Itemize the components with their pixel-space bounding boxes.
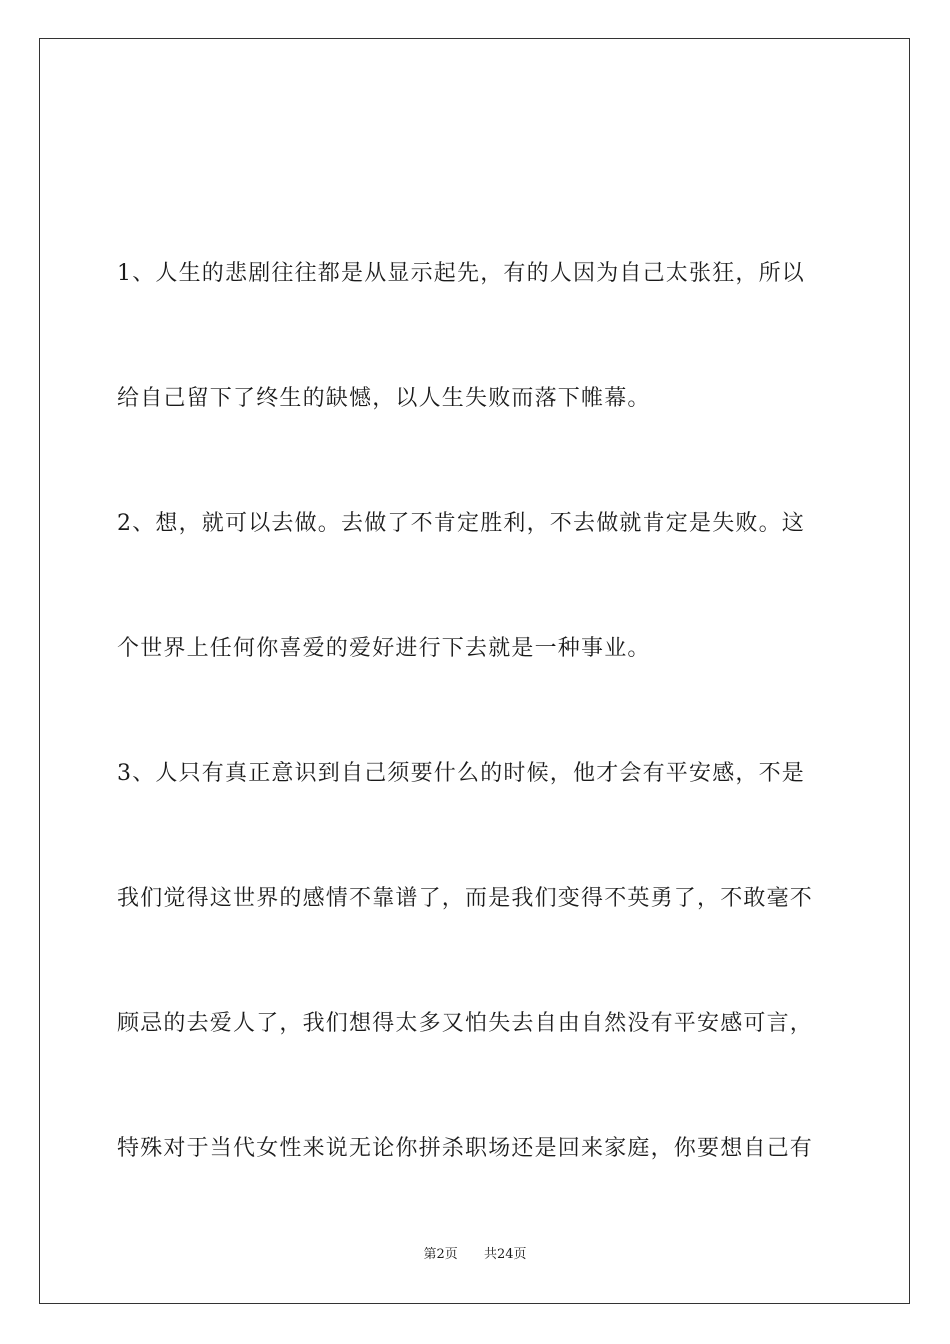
text-line-6: 我们觉得这世界的感情不靠谱了，而是我们变得不英勇了，不敢毫不 — [117, 886, 814, 911]
text-line-4: 个世界上任何你喜爱的爱好进行下去就是一种事业。 — [117, 636, 651, 661]
page-number: 第2页 — [423, 1247, 458, 1262]
text-line-2: 给自己留下了终生的缺憾，以人生失败而落下帷幕。 — [117, 386, 651, 411]
total-pages: 共24页 — [484, 1247, 527, 1262]
text-line-3: 2、想，就可以去做。去做了不肯定胜利，不去做就肯定是失败。这 — [117, 511, 805, 536]
text-line-7: 顾忌的去爱人了，我们想得太多又怕失去自由自然没有平安感可言， — [117, 1011, 814, 1036]
page-footer — [0, 1246, 950, 1264]
text-line-8: 特殊对于当代女性来说无论你拼杀职场还是回来家庭，你要想自己有 — [117, 1136, 814, 1161]
page-border — [39, 38, 910, 1304]
text-line-1: 1、人生的悲剧往往都是从显示起先，有的人因为自己太张狂，所以 — [117, 261, 805, 286]
text-line-5: 3、人只有真正意识到自己须要什么的时候，他才会有平安感，不是 — [117, 761, 805, 786]
